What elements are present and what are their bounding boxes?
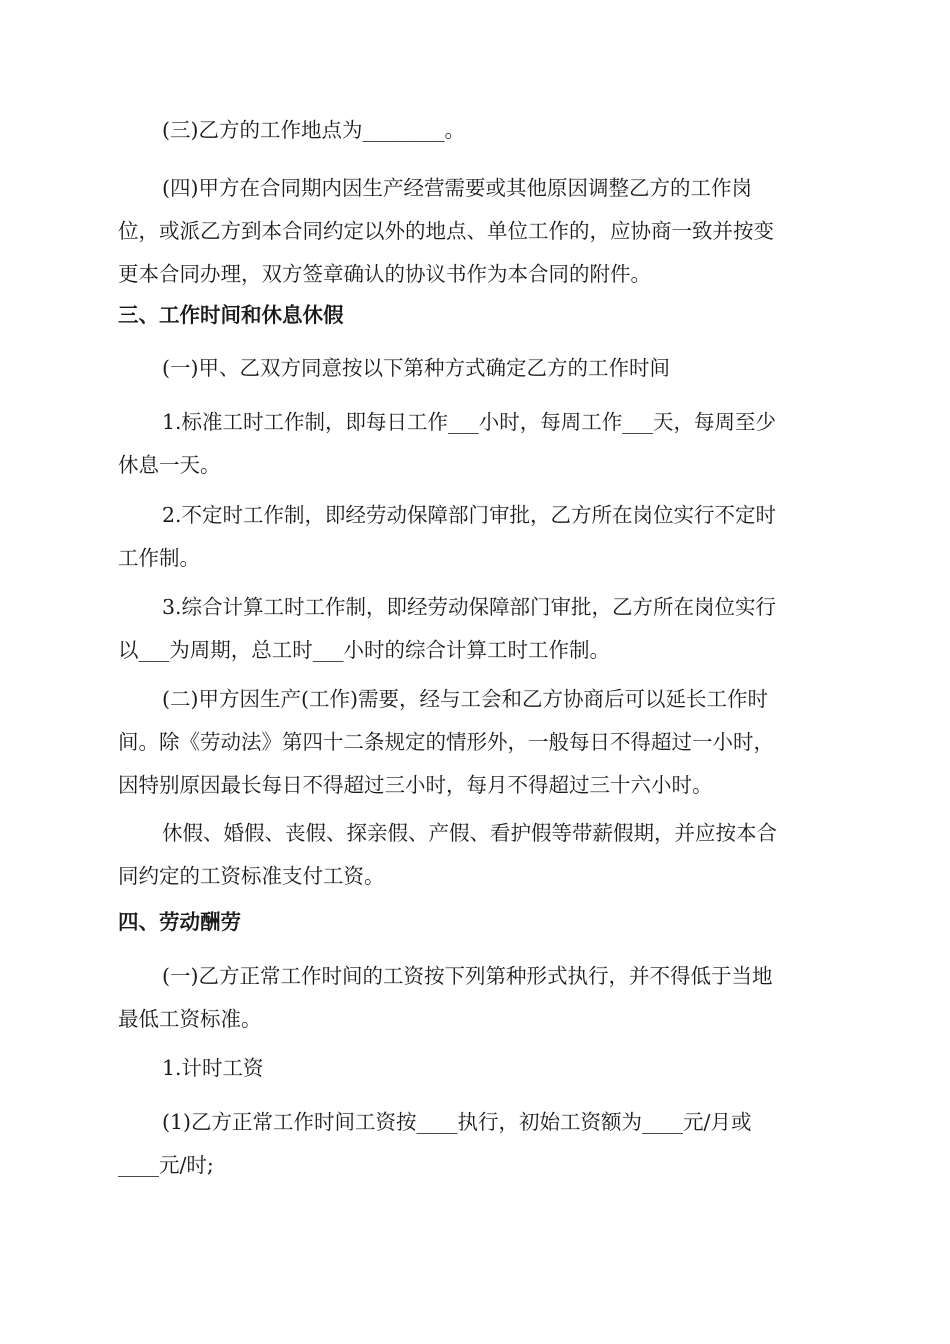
paragraph-hours-method [118,347,834,390]
paragraph-work-location [118,109,834,152]
section-heading-remuneration: 四、劳动酬劳 [118,910,241,934]
text-line: (一)乙方正常工作时间的工资按下列第种形式执行，并不得低于当地 [162,964,773,988]
text-line: 最低工资标准。 [118,1007,262,1031]
paragraph-hourly-wage [118,1047,834,1090]
text-line: ____元/时; [118,1153,214,1177]
text-line: 间。除《劳动法》第四十二条规定的情形外，一般每日不得超过一小时， [118,730,774,754]
paragraph-wage-form [118,955,834,1041]
text-line: (四)甲方在合同期内因生产经营需要或其他原因调整乙方的工作岗 [162,176,752,200]
text-line: 更本合同办理，双方签章确认的协议书作为本合同的附件。 [118,262,651,286]
text-line: 同约定的工资标准支付工资。 [118,864,385,888]
text-line: 因特别原因最长每日不得超过三小时，每月不得超过三十六小时。 [118,773,713,797]
text-line: (二)甲方因生产(工作)需要，经与工会和乙方协商后可以延长工作时 [162,687,768,711]
section-heading-working-hours: 三、工作时间和休息休假 [118,303,344,327]
text-line: (1)乙方正常工作时间工资按____执行，初始工资额为____元/月或 [162,1110,752,1134]
text-line: (一)甲、乙双方同意按以下第种方式确定乙方的工作时间 [162,356,670,380]
paragraph-overtime [118,678,834,807]
text-line: 工作制。 [118,546,200,570]
paragraph-paid-leave [118,812,834,898]
text-line: 休息一天。 [118,453,221,477]
paragraph-comprehensive-hours [118,586,834,672]
paragraph-adjust-position [118,167,834,296]
text-line: 位，或派乙方到本合同约定以外的地点、单位工作的，应协商一致并按变 [118,219,774,243]
text-line: 以___为周期，总工时___小时的综合计算工时工作制。 [118,638,610,662]
text-line: 1.标准工时工作制，即每日工作___小时，每周工作___天，每周至少 [162,410,777,434]
paragraph-flexible-hours [118,494,834,580]
paragraph-initial-wage [118,1101,834,1187]
text-line: 2.不定时工作制，即经劳动保障部门审批，乙方所在岗位实行不定时 [162,503,777,527]
text-line: (三)乙方的工作地点为________。 [162,118,465,142]
paragraph-standard-hours [118,401,834,487]
text-line: 1.计时工资 [162,1056,264,1080]
text-line: 3.综合计算工时工作制，即经劳动保障部门审批，乙方所在岗位实行 [162,595,777,619]
text-line: 休假、婚假、丧假、探亲假、产假、看护假等带薪假期，并应按本合 [162,821,777,845]
